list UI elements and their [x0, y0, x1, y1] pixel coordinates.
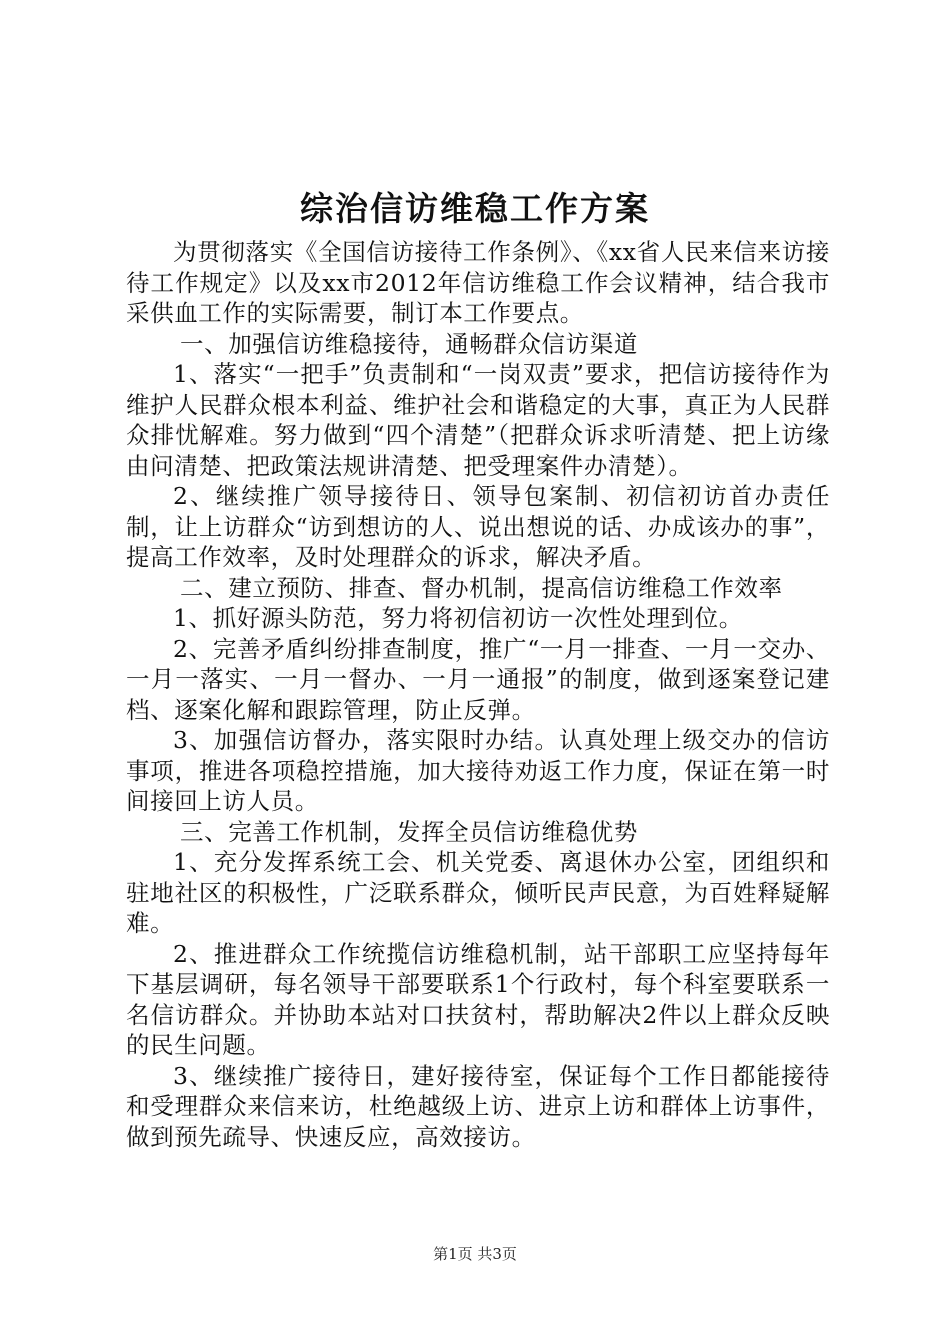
- paragraph-3-1: 1、充分发挥系统工会、机关党委、离退休办公室，团组织和驻地社区的积极性，广泛联系群众，倾听民声民意，为百姓释疑解难。: [126, 848, 830, 937]
- page-footer: 第1页 共3页: [433, 1245, 517, 1263]
- paragraph-1-1: 1、落实“一把手”负责制和“一岗双责”要求，把信访接待作为维护人民群众根本利益、维护社会和谐稳定的大事，真正为人民群众排忧解难。努力做到“四个清楚”（把群众诉求听清楚、把上访缘由问清楚、把政策法规讲清楚、把受理案件办清楚）。: [126, 360, 830, 480]
- section-heading-2: 二、建立预防、排查、督办机制，提高信访维稳工作效率: [180, 573, 783, 602]
- document-body: [126, 237, 830, 1152]
- paragraph-intro: 为贯彻落实《全国信访接待工作条例》、《xx省人民来信来访接待工作规定》以及xx市2012年信访维稳工作会议精神，结合我市采供血工作的实际需要，制订本工作要点。: [126, 238, 830, 327]
- paragraph-2-1: 1、抓好源头防范，努力将初信初访一次性处理到位。: [173, 604, 743, 632]
- document-title: 综治信访维稳工作方案: [300, 189, 650, 228]
- paragraph-3-3: 3、继续推广接待日，建好接待室，保证每个工作日都能接待和受理群众来信来访，杜绝越级上访、进京上访和群体上访事件，做到预先疏导、快速反应，高效接访。: [126, 1061, 830, 1151]
- section-heading-1: 一、加强信访维稳接待，通畅群众信访渠道: [180, 329, 638, 358]
- paragraph-2-3: 3、加强信访督办，落实限时办结。认真处理上级交办的信访事项，推进各项稳控措施，加大接待劝返工作力度，保证在第一时间接回上访人员。: [126, 726, 830, 815]
- paragraph-3-2: 2、推进群众工作统揽信访维稳机制，站干部职工应坚持每年下基层调研，每名领导干部要联系1个行政村，每个科室要联系一名信访群众。并协助本站对口扶贫村，帮助解决2件以上群众反映的民生问题。: [126, 939, 830, 1059]
- paragraph-2-2: 2、完善矛盾纠纷排查制度，推广“一月一排查、一月一交办、一月一落实、一月一督办、一月一通报”的制度，做到逐案登记建档、逐案化解和跟踪管理，防止反弹。: [126, 634, 830, 724]
- section-heading-3: 三、完善工作机制，发挥全员信访维稳优势: [180, 817, 638, 846]
- paragraph-1-2: 2、继续推广领导接待日、领导包案制、初信初访首办责任制，让上访群众“访到想访的人、说出想说的话、办成该办的事”，提高工作效率，及时处理群众的诉求，解决矛盾。: [126, 482, 830, 571]
